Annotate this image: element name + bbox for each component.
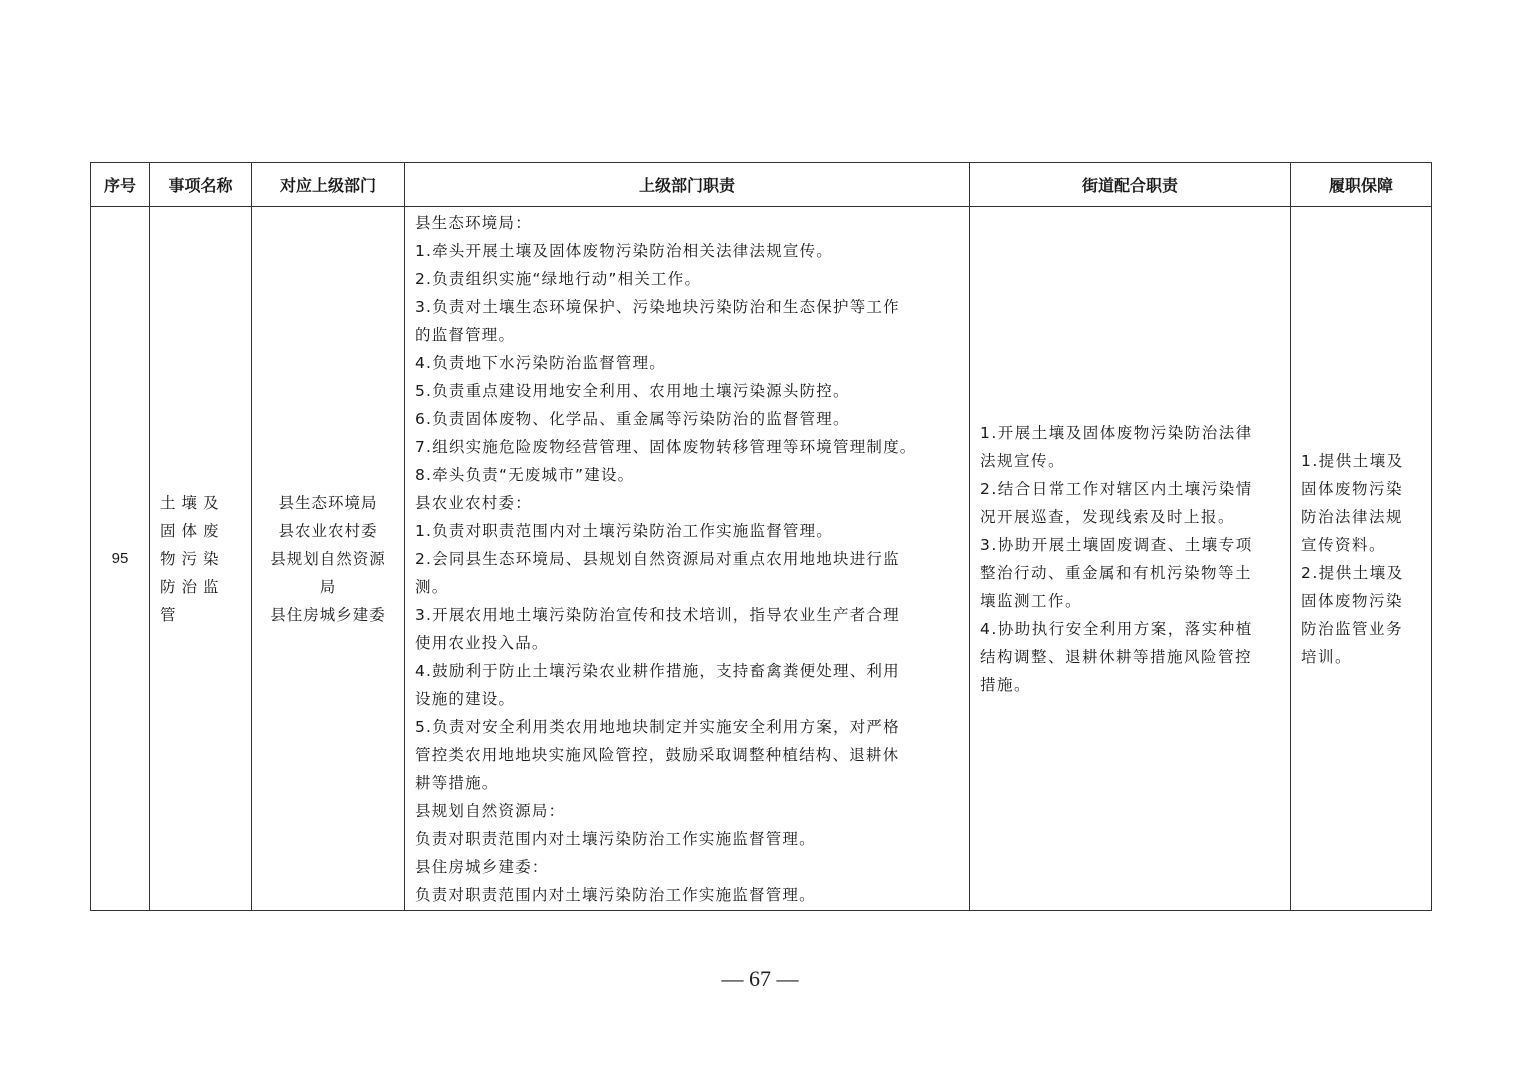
duty-line: 4.鼓励利于防止土壤污染农业耕作措施，支持畜禽粪便处理、利用 (415, 661, 900, 680)
duty-line: 县住房城乡建委： (415, 857, 549, 876)
duty-line: 2.负责组织实施“绿地行动”相关工作。 (415, 269, 702, 288)
header-seq: 序号 (91, 163, 150, 207)
guarantee-line: 防治监管业务 (1301, 619, 1404, 638)
duty-line: 的监督管理。 (415, 325, 516, 344)
duty-line: 负责对职责范围内对土壤污染防治工作实施监督管理。 (415, 885, 816, 904)
guarantee-line: 宣传资料。 (1301, 535, 1387, 554)
seq-cell: 95 (91, 207, 150, 911)
department-line: 县生态环境局 (278, 493, 378, 512)
duty-line: 负责对职责范围内对土壤污染防治工作实施监督管理。 (415, 829, 816, 848)
page-number: — 67 — (721, 966, 799, 991)
guarantee-line: 1.提供土壤及 (1301, 451, 1404, 470)
duty-table (90, 162, 1432, 911)
street-duty-line: 结构调整、退耕休耕等措施风险管控 (980, 647, 1253, 666)
department-line: 县住房城乡建委 (270, 605, 386, 624)
guarantee-line: 培训。 (1301, 647, 1353, 666)
street-duty-line: 3.协助开展土壤固废调查、土壤专项 (980, 535, 1253, 554)
duty-line: 4.负责地下水污染防治监督管理。 (415, 353, 666, 372)
guarantee-cell (1291, 207, 1432, 911)
duty-line: 使用农业投入品。 (415, 633, 549, 652)
duty-line: 3.负责对土壤生态环境保护、污染地块污染防治和生态保护等工作 (415, 297, 900, 316)
department-line: 局 (319, 577, 337, 596)
duty-line: 设施的建设。 (415, 689, 516, 708)
street-duty-line: 壤监测工作。 (980, 591, 1083, 610)
street-duty-line: 法规宣传。 (980, 451, 1066, 470)
duty-line: 管控类农用地地块实施风险管控，鼓励采取调整种植结构、退耕休 (415, 745, 900, 764)
duty-line: 7.组织实施危险废物经营管理、固体废物转移管理等环境管理制度。 (415, 437, 917, 456)
header-row (91, 163, 1432, 207)
header-department: 对应上级部门 (252, 163, 405, 207)
item-name-cell: 土壤及固体废物污染防治监管 (150, 207, 252, 911)
duty-line: 县农业农村委： (415, 493, 532, 512)
guarantee-line: 防治法律法规 (1301, 507, 1404, 526)
duty-line: 3.开展农用地土壤污染防治宣传和技术培训，指导农业生产者合理 (415, 605, 900, 624)
street-duties-cell (970, 207, 1291, 911)
header-guarantee: 履职保障 (1291, 163, 1432, 207)
street-duty-line: 4.协助执行安全利用方案，落实种植 (980, 619, 1253, 638)
duty-line: 2.会同县生态环境局、县规划自然资源局对重点农用地地块进行监 (415, 549, 900, 568)
duty-line: 6.负责固体废物、化学品、重金属等污染防治的监督管理。 (415, 409, 850, 428)
street-duty-line: 1.开展土壤及固体废物污染防治法律 (980, 423, 1253, 442)
header-item-name: 事项名称 (150, 163, 252, 207)
duty-line: 8.牵头负责“无废城市”建设。 (415, 465, 635, 484)
department-cell (252, 207, 405, 911)
duty-line: 县生态环境局： (415, 213, 532, 232)
guarantee-line: 固体废物污染 (1301, 591, 1404, 610)
duty-line: 1.负责对职责范围内对土壤污染防治工作实施监督管理。 (415, 521, 833, 540)
duty-line: 测。 (415, 577, 449, 596)
header-street-duties: 街道配合职责 (970, 163, 1291, 207)
duty-line: 5.负责对安全利用类农用地地块制定并实施安全利用方案，对严格 (415, 717, 900, 736)
department-line: 县规划自然资源 (270, 549, 386, 568)
duty-line: 1.牵头开展土壤及固体废物污染防治相关法律法规宣传。 (415, 241, 833, 260)
header-duties: 上级部门职责 (405, 163, 970, 207)
street-duty-line: 措施。 (980, 675, 1032, 694)
table-row (91, 207, 1432, 911)
department-line: 县农业农村委 (278, 521, 378, 540)
guarantee-line: 2.提供土壤及 (1301, 563, 1404, 582)
duty-line: 县规划自然资源局： (415, 801, 566, 820)
guarantee-line: 固体废物污染 (1301, 479, 1404, 498)
street-duty-line: 2.结合日常工作对辖区内土壤污染情 (980, 479, 1253, 498)
street-duty-line: 况开展巡查，发现线索及时上报。 (980, 507, 1236, 526)
duty-line: 5.负责重点建设用地安全利用、农用地土壤污染源头防控。 (415, 381, 850, 400)
duty-line: 耕等措施。 (415, 773, 499, 792)
duties-cell (405, 207, 970, 911)
street-duty-line: 整治行动、重金属和有机污染物等土 (980, 563, 1253, 582)
